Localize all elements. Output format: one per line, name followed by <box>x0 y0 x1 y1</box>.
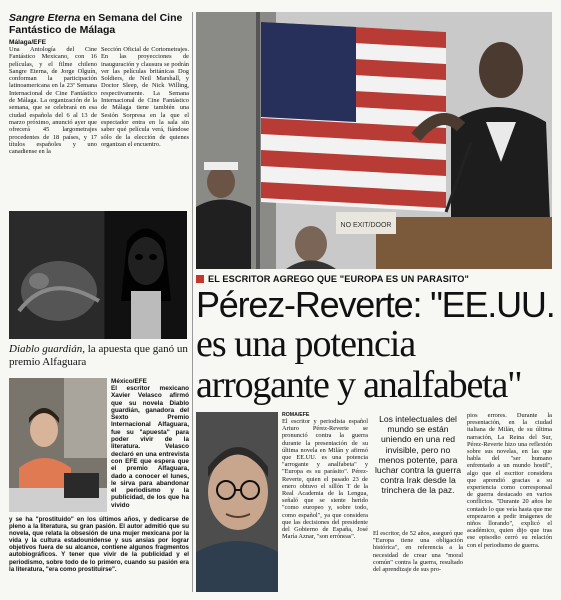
diablo-guardian-col: El escritor mexicano Xavier Velasco afirmó que su novela Diablo guardián, ganadora del Sexto Premio Internacional Alfaguara, fue su "apuesta" para poder vivir de la literatura. Velasco declaró en una entrevista con EFE que espera que el premio Alfaguara, dado a conocer el lunes, le sirva para abandonar el periodismo y la publicidad, de los que ha vivido <box>111 385 189 509</box>
main-dateline: ROMA/EFE <box>282 412 310 418</box>
column-divider <box>192 12 193 592</box>
headline-line-1: Pérez-Reverte: "EE.UU. <box>196 284 555 325</box>
headline-line-3: arrogante y analfabeta" <box>196 364 522 406</box>
diablo-guardian-full-width: y se ha "prostituido" en los últimos años, y dedicarse de pleno a la literatura, su gran pasión. El autor admitió que su novela, que relata la obsesión de una mujer mexicana por la vida y la cultura estadounidense y sus ansias por lograr objetivos fuera de su alcance, contiene algunos fragmentos autobiográficos. Y tener que vivir de la publicidad y el periodismo, sobre todo de lo primero, cuando su pasión era la literatura, "era como prostituirse". <box>9 516 189 573</box>
headline-line-2: es una potencia <box>196 323 416 365</box>
diablo-guardian-dateline: México/EFE <box>111 378 147 385</box>
perez-reverte-portrait <box>196 412 278 592</box>
main-col-1-text: El escritor y periodista español Arturo Pérez-Reverte se pronunció contra la guerra durante la presentación de su última novela en Milán y afirmó que EE.UU. es una potencia "arrogante y analfabeta" y "Europa es su parásito". Pérez-Reverte, quien el pasado 23 de enero obtuvo el sillón T de la Real Academia de la Lengua, señaló que se siente herido "como europeo y, sobre todo, como español", ya que considera que las decisiones del presidente del Gobierno de España, José María Aznar, "son erróneas". <box>282 418 368 541</box>
main-headline <box>196 285 556 406</box>
sangre-eterna-col-1: Una Antología del Cine Fantástico Mexicano, con 16 películas, y el filme chileno Sangre Eterna, de Jorge Olguín, conforman la participación latinoamericana en la 23ª Semana Internacional de Cine Fantástico de Málaga. La organización de la semana, que se celebrará en esa ciudad española del 6 al 13 de marzo próximo, anunció ayer que ofrecerá 45 largometrajes procedentes de 18 países, y 17 títulos españoles y uno canadiense en la <box>9 46 97 156</box>
main-col-3-text: pios errores. Durante la presentación, en la ciudad italiana de Milán, de su última narración, La Reina del Sur, Pérez-Reverte hizo una reflexión sobre sus novelas, en las que habla del "ser humano enfrentado a un mundo hostil", algo que el escritor considera que aprendió gracias a su experiencia como corresponsal de guerra destacado en varios conflictos. "Durante 20 años he contado lo que veía hasta que me empezaron a pedir imágenes de niños llorando", explicó el académico, quien dijo que tras ese episodio cerró su relación con el periodismo de guerra. <box>467 412 552 549</box>
diablo-guardian-title: Diablo guardián, la apuesta que ganó un premio Alfaguara <box>9 343 188 368</box>
pull-quote: Los intelectuales del mundo se están uniendo en una red invisible, pero no menos potente, para luchar contra la guerra contra Irak desde la trinchera de la paz. <box>375 414 461 496</box>
xavier-velasco-photo <box>9 378 107 512</box>
kicker-text: EL ESCRITOR AGREGO QUE "EUROPA ES UN PARASITO" <box>208 274 469 284</box>
horror-film-stills-image <box>9 211 187 339</box>
us-flag-image <box>261 22 446 212</box>
main-article-col-1 <box>282 412 368 590</box>
sangre-eterna-article <box>9 12 189 212</box>
horror-film-photo <box>9 211 187 339</box>
sangre-eterna-dateline: Málaga/EFE <box>9 39 47 46</box>
kicker-square-icon <box>196 275 204 283</box>
velasco-portrait-image <box>9 378 107 512</box>
perez-reverte-podium-photo <box>196 12 552 269</box>
main-col-2-text: El escritor, de 52 años, aseguró que "Europa tiene una obligación histórica", en referencia a la necesidad de crear una "moral común" contra la guerra, resultado del aprendizaje de sus pro- <box>373 530 463 574</box>
sangre-eterna-title: Sangre Eterna en Semana del Cine Fantástico de Málaga <box>9 12 183 36</box>
diablo-guardian-right-col <box>111 378 189 513</box>
podium-sign: NO EXIT/DOOR <box>340 222 392 229</box>
sangre-eterna-col-2: Sección Oficial de Cortometrajes. En las proyecciones de inauguración y clausura se podrán ver las películas británicas Dog Soldiers, de Neil Marshall, y Doctor Sleep, de Nick Willing, respectivamente. La Semana Internacional de Cine Fantástico de Málaga tiene también una Sesión Sorpresa en la que el espectador entra en la sala sin saber qué película verá, fiándose sólo de la elección de quienes organizan el encuentro. <box>101 46 189 148</box>
speaker-with-flag-image <box>196 12 552 269</box>
author-portrait-image <box>196 412 278 592</box>
